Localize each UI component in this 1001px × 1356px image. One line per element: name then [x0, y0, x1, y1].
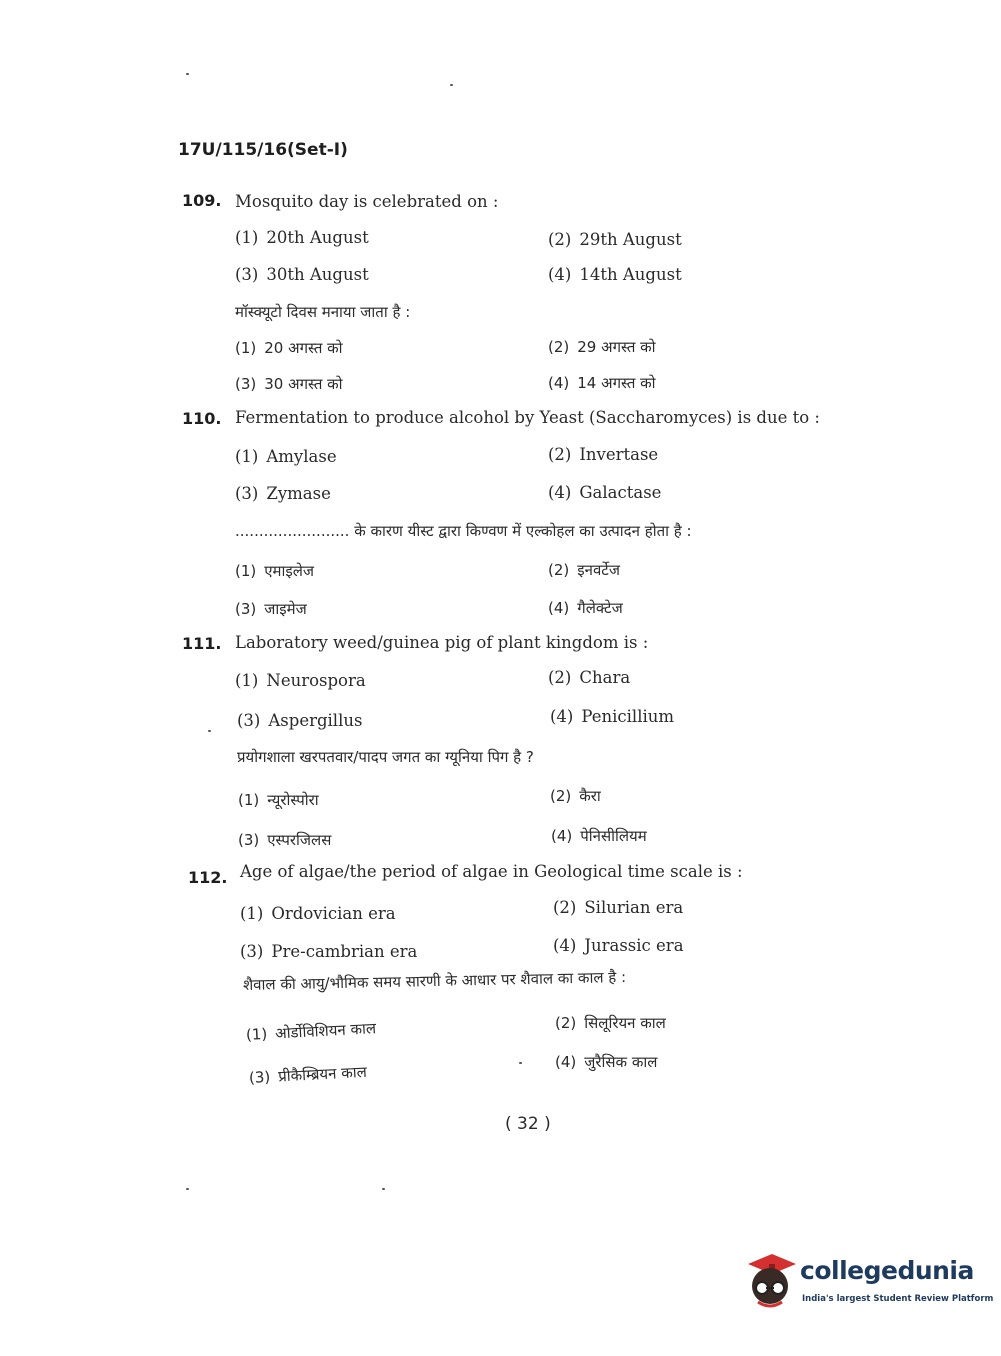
brand-name: collegedunia: [800, 1256, 974, 1285]
option-4-hi: (4) 14 अगस्त को: [548, 374, 656, 392]
option-2-hi: (2) सिलूरियन काल: [555, 1014, 666, 1032]
option-3-en: (3) Aspergillus: [237, 711, 363, 730]
option-1-hi: (1) ओर्डोविशियन काल: [245, 1019, 377, 1044]
scan-speck: [382, 1188, 385, 1190]
option-1-hi: (1) 20 अगस्त को: [235, 339, 343, 357]
option-2-en: (2) Invertase: [548, 445, 659, 464]
question-text-hi: ........................ के कारण यीस्ट द्वारा किण्वण में एल्कोहल का उत्पादन होता है :: [235, 522, 692, 540]
question-text-en: Fermentation to produce alcohol by Yeast (Saccharomyces) is due to :: [235, 408, 820, 427]
option-3-en: (3) Pre-cambrian era: [240, 942, 418, 961]
option-1-en: (1) Neurospora: [235, 671, 366, 690]
question-text-hi: प्रयोगशाला खरपतवार/पादप जगत का ग्यूनिया पिग है ?: [237, 748, 534, 766]
question-number: 110.: [182, 409, 222, 428]
option-3-en: (3) Zymase: [235, 484, 331, 503]
option-4-hi: (4) पेनिसीलियम: [551, 827, 647, 845]
option-1-hi: (1) एमाइलेज: [235, 562, 315, 580]
option-3-hi: (3) जाइमेज: [235, 600, 307, 618]
option-2-en: (2) Silurian era: [553, 898, 684, 917]
page-number: ( 32 ): [505, 1114, 551, 1134]
question-text-en: Age of algae/the period of algae in Geological time scale is :: [240, 862, 743, 881]
option-2-hi: (2) कैरा: [550, 787, 601, 805]
question-number: 109.: [182, 191, 222, 210]
mascot-icon: [742, 1250, 798, 1314]
scan-speck: [450, 84, 453, 86]
question-number: 112.: [188, 868, 228, 887]
paper-code: 17U/115/16(Set-I): [178, 140, 348, 160]
question-text-hi: मॉस्क्यूटो दिवस मनाया जाता है :: [235, 303, 411, 321]
option-4-en: (4) Penicillium: [550, 707, 675, 726]
option-1-en: (1) Ordovician era: [240, 904, 396, 923]
option-3-hi: (3) एस्परजिलस: [238, 831, 332, 849]
option-3-hi: (3) प्रीकैम्ब्रियन काल: [248, 1062, 368, 1087]
option-3-en: (3) 30th August: [235, 265, 369, 284]
option-4-hi: (4) जुरैसिक काल: [555, 1053, 658, 1071]
option-4-hi: (4) गैलेक्टेज: [548, 599, 623, 617]
collegedunia-logo: [742, 1250, 994, 1314]
option-4-en: (4) Galactase: [548, 483, 662, 502]
brand-tagline: India's largest Student Review Platform: [802, 1294, 994, 1304]
option-4-en: (4) Jurassic era: [553, 936, 684, 955]
scan-speck: [208, 730, 211, 732]
option-1-hi: (1) न्यूरोस्पोरा: [238, 791, 319, 809]
option-2-en: (2) Chara: [548, 668, 631, 687]
option-2-hi: (2) इनवर्टेज: [548, 561, 620, 579]
option-4-en: (4) 14th August: [548, 265, 682, 284]
option-3-hi: (3) 30 अगस्त को: [235, 375, 343, 393]
option-1-en: (1) 20th August: [235, 228, 369, 247]
option-2-hi: (2) 29 अगस्त को: [548, 338, 656, 356]
option-1-en: (1) Amylase: [235, 447, 337, 466]
scan-speck: [519, 1062, 522, 1064]
question-text-en: Mosquito day is celebrated on :: [235, 192, 499, 211]
question-number: 111.: [182, 634, 222, 653]
question-text-en: Laboratory weed/guinea pig of plant kingdom is :: [235, 633, 649, 652]
scan-speck: [186, 73, 189, 75]
option-2-en: (2) 29th August: [548, 230, 682, 249]
question-text-hi: शैवाल की आयु/भौमिक समय सारणी के आधार पर शैवाल का काल है :: [242, 967, 627, 994]
scan-speck: [186, 1188, 189, 1190]
